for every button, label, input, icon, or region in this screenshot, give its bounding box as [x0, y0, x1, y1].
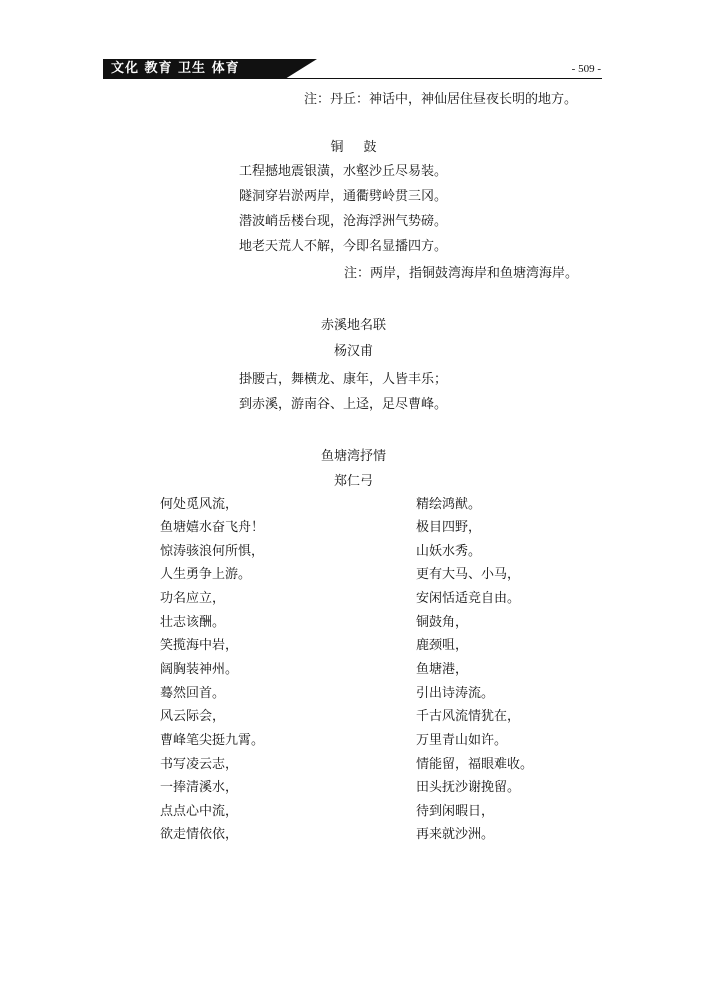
poem-title-yutangwan: 鱼塘湾抒情 [320, 449, 386, 464]
poem-line: 山妖水秀。 [416, 544, 482, 559]
poem-author: 杨汉甫 [333, 344, 373, 359]
poem-line: 隧洞穿岩淤两岸，通衢劈岭贯三冈。 [239, 189, 448, 204]
poem-line: 千古风流情犹在， [416, 709, 521, 724]
poem-line: 工程撼地震银潢，水壑沙丘尽易装。 [239, 164, 448, 179]
poem-line: 人生勇争上游。 [160, 567, 252, 582]
footnote-danqiu: 注：丹丘：神话中，神仙居住昼夜长明的地方。 [304, 92, 578, 107]
poem-line: 引出诗涛流。 [416, 686, 495, 701]
poem-line: 精绘鸿猷。 [416, 497, 482, 512]
poem-line: 万里青山如许。 [416, 733, 508, 748]
poem-line: 点点心中流， [160, 804, 239, 819]
footnote-tonggu: 注：两岸，指铜鼓湾海岸和鱼塘湾海岸。 [344, 266, 579, 281]
header-wedge [285, 59, 317, 79]
couplet-line: 到赤溪，游南谷、上迳，足尽曹峰。 [239, 397, 448, 412]
header-rule [103, 78, 602, 79]
poem-line: 情能留，福眼难收。 [416, 757, 534, 772]
poem-line: 功名应立， [160, 591, 226, 606]
poem-line: 何处觅风流， [160, 497, 239, 512]
poem-line: 阔胸装神州。 [160, 662, 239, 677]
poem-line: 鹿颈咀， [416, 638, 469, 653]
poem-line: 蓦然回首。 [160, 686, 226, 701]
poem-line: 地老天荒人不解，今即名显播四方。 [239, 239, 448, 254]
poem-author: 郑仁弓 [333, 474, 373, 489]
poem-line: 一捧清溪水， [160, 780, 239, 795]
section-header [103, 59, 285, 79]
section-title: 文化 教育 卫生 体育 [111, 61, 240, 76]
poem-line: 鱼塘嬉水奋飞舟！ [160, 520, 265, 535]
poem-line: 再来就沙洲。 [416, 827, 495, 842]
page-number: - 509 - [571, 63, 601, 75]
poem-line: 铜鼓角， [416, 615, 469, 630]
poem-title-tonggu: 铜鼓 [330, 140, 397, 155]
poem-line: 欲走情依依， [160, 827, 239, 842]
couplet-line: 掛腰古，舞横龙、康年，人皆丰乐； [239, 372, 448, 387]
poem-line: 惊涛骇浪何所惧， [160, 544, 265, 559]
poem-line: 笑揽海中岩， [160, 638, 239, 653]
poem-line: 书写凌云志， [160, 757, 239, 772]
poem-line: 极目四野， [416, 520, 482, 535]
poem-line: 壮志该酬。 [160, 615, 226, 630]
poem-line: 潜波峭岳楼台现，沧海浮洲气势磅。 [239, 214, 448, 229]
poem-line: 田头抚沙谢挽留。 [416, 780, 521, 795]
poem-title-chixi: 赤溪地名联 [320, 318, 386, 333]
poem-line: 曹峰笔尖挺九霄。 [160, 733, 265, 748]
poem-line: 鱼塘港， [416, 662, 469, 677]
poem-line: 更有大马、小马， [416, 567, 521, 582]
poem-line: 风云际会， [160, 709, 226, 724]
poem-line: 安闲恬适竞自由。 [416, 591, 521, 606]
poem-line: 待到闲暇日， [416, 804, 495, 819]
